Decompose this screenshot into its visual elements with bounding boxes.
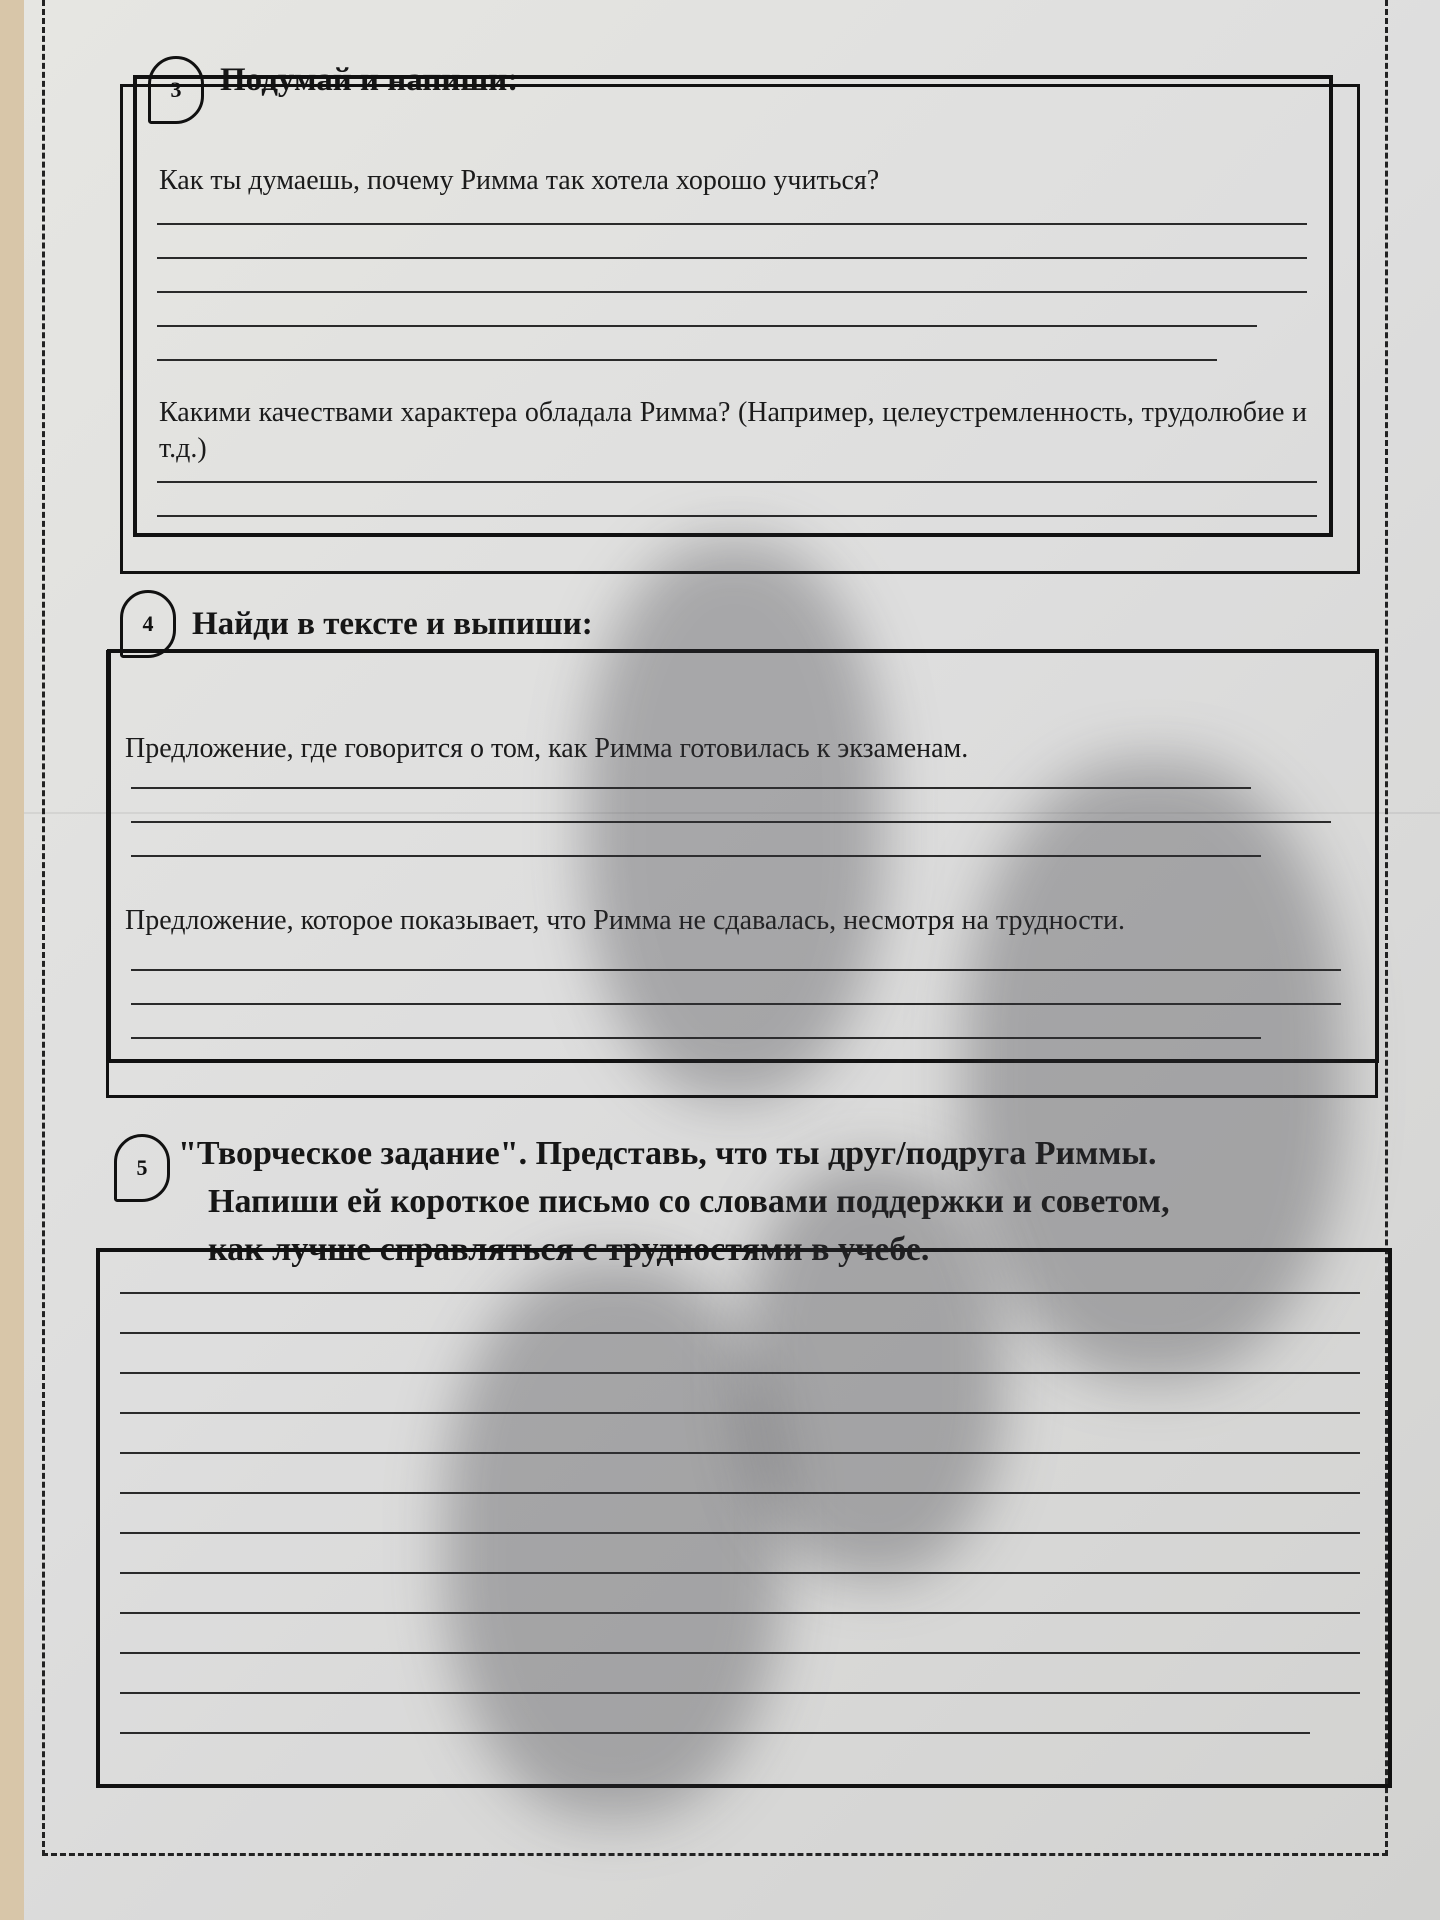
shadow-overlay [744,1160,1004,1580]
task-5-number-badge: 5 [114,1134,170,1202]
task-4-header [120,590,593,658]
task-5-title-line-1: "Творческое задание". Представь, что ты друг/подруга Риммы. [178,1135,1157,1172]
answer-line[interactable] [157,291,1307,293]
task-3-answer-box [133,75,1333,537]
task-4-number-badge: 4 [120,590,176,658]
answer-line[interactable] [157,515,1317,517]
answer-line[interactable] [157,223,1307,225]
answer-line[interactable] [157,325,1257,327]
task-3-frame [120,84,1360,574]
task-5-title-line-2: Напиши ей короткое письмо со словами поддержки и советом, [208,1183,1170,1220]
task-5-title-line-3: как лучше справляться с трудностями в учебе. [208,1231,930,1268]
worksheet-page [24,0,1440,1920]
answer-line[interactable] [157,481,1317,483]
answer-line[interactable] [157,257,1307,259]
shadow-overlay [444,1260,784,1820]
task-3-question-1: Как ты думаешь, почему Римма так хотела хорошо учиться? [159,165,880,196]
task-3-title: Подумай и напиши: [220,62,519,98]
task-3-question-2: Какими качествами характера обладала Римма? (Например, целеустремленность, трудолюбие и т.д.) [159,397,1307,464]
task-4-question-2: Предложение, которое показывает, что Римма не сдавалась, несмотря на трудности. [125,905,1125,936]
shadow-overlay [584,540,884,1100]
task-4-title: Найди в тексте и выпиши: [192,606,593,642]
task-4-question-1: Предложение, где говорится о том, как Римма готовилась к экзаменам. [125,733,969,764]
shadow-overlay [964,760,1344,1380]
task-3-number-badge: 3 [148,56,204,124]
answer-line[interactable] [157,359,1217,361]
